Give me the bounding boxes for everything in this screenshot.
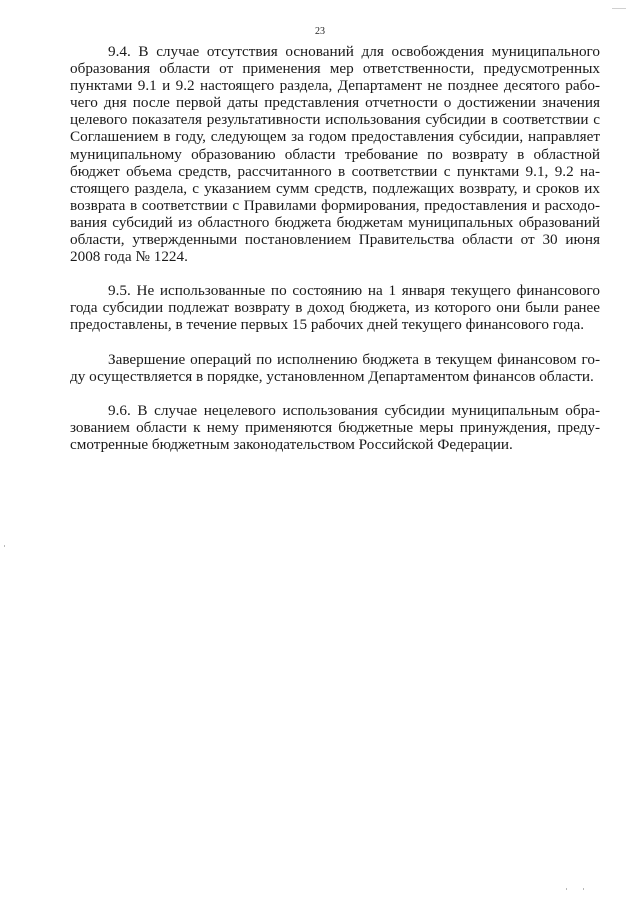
paragraph-budget-completion: Завершение операций по исполнению бюджета в текущем финансовом году осуществляется в порядке, установленном Департаментом финансов области.	[70, 350, 600, 385]
scan-speck	[4, 545, 5, 547]
page-number: 23	[315, 26, 325, 37]
paragraph-9-5: 9.5. Не использованные по состоянию на 1 января текущего финансового года субсидии подлежат возврату в доход бюджета, из которого они были ранее предоставлены, в течение первых 15 рабочих дней текущего финансового года.	[70, 282, 600, 334]
scan-speck	[612, 8, 626, 9]
scan-speck	[583, 888, 584, 890]
paragraph-9-4: 9.4. В случае отсутствия оснований для освобождения муниципального образования области от применения мер ответственности, предусмотренных пунктами 9.1 и 9.2 настоящего раздела, Департамент не позднее десятого рабочего дня после первой даты представления отчетности о достижении значения целевого показателя результативности использования субсидии в соответствии с Соглашением в году, следующем за годом предоставления субсидии, направляет муниципальному образованию области требование по возврату в областной бюджет объема средств, рассчитанного в соответствии с пунктами 9.1, 9.2 настоящего раздела, с указанием сумм средств, подлежащих возврату, и сроков их возврата в соответствии с Правилами формирования, предоставления и расходования субсидий из областного бюджета бюджетам муниципальных образований области, утвержденными постановлением Правительства области от 30 июня 2008 года № 1224.	[70, 43, 600, 266]
scan-speck	[566, 888, 567, 890]
paragraph-9-6: 9.6. В случае нецелевого использования субсидии муниципальным образованием области к нему применяются бюджетные меры принуждения, предусмотренные бюджетным законодательством Российской Федерации.	[70, 401, 600, 453]
document-body	[70, 43, 600, 453]
